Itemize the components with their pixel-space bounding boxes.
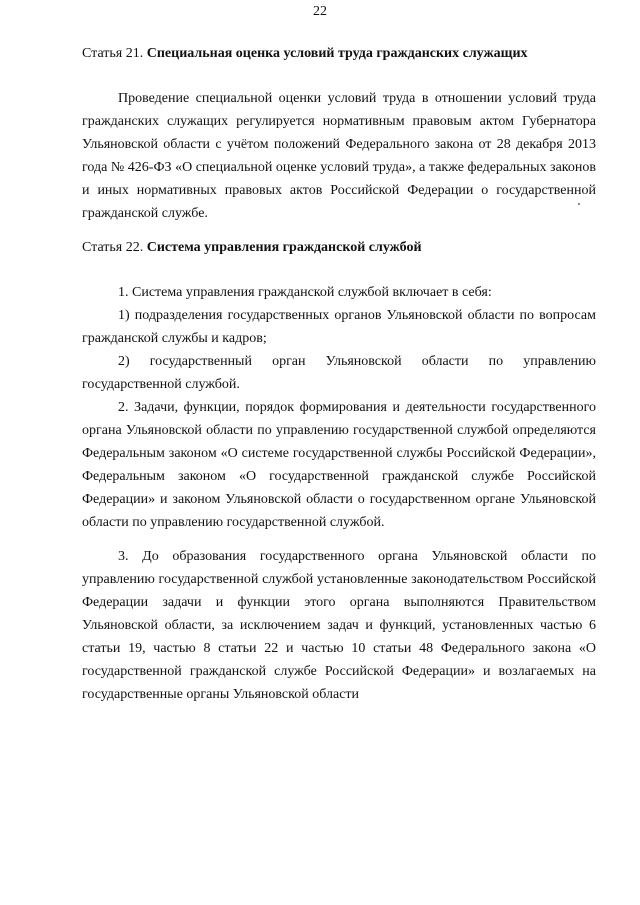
article-22-part-1-item-1: 1) подразделения государственных органов Ульяновской области по вопросам гражданской службы и кадров; [82,308,596,346]
article-22-part-1-item-2: 2) государственный орган Ульяновской области по управлению государственной службой. [82,354,596,392]
page-number: 22 [313,4,327,19]
article-22-part-3: 3. До образования государственного органа Ульяновской области по управлению государственной службой установленные законодательством Российской Федерации задачи и функции этого органа выполняются Правительством Ульяновской области, за исключением задач и функций, установленных частью 6 статьи 19, частью 8 статьи 22 и частью 10 статьи 48 Федерального закона «О государственной гражданской службе Российской Федерации» и возлагаемых на государственные органы Ульяновской области [82,549,596,702]
article-22-part-2: 2. Задачи, функции, порядок формирования и деятельности государственного органа Ульяновской области по управлению государственной службой определяются Федеральным законом «О системе государственной службы Российской Федерации», Федеральным законом «О государственной гражданской службе Российской Федерации» и законом Ульяновской области о государственном органе Ульяновской области по управлению государственной службой. [82,400,596,530]
article-22-part-1: 1. Система управления гражданской службой включает в себя: [118,285,492,300]
article-22-number: Статья 22. [82,240,144,255]
article-21-number: Статья 21. [82,46,144,61]
article-22-title: Система управления гражданской службой [146,240,422,255]
scan-speck [578,203,580,205]
article-21-heading [82,45,596,63]
article-21-title: Специальная оценка условий труда гражданских служащих [146,46,528,61]
article-22-heading [82,239,596,257]
article-21-paragraph: Проведение специальной оценки условий труда в отношении условий труда гражданских служащих регулируется нормативным правовым актом Губернатора Ульяновской области с учётом положений Федерального закона от 28 декабря 2013 года № 426-ФЗ «О специальной оценке условий труда», а также федеральных законов и иных нормативных правовых актов Российской Федерации о государственной гражданской службе. [82,91,596,221]
